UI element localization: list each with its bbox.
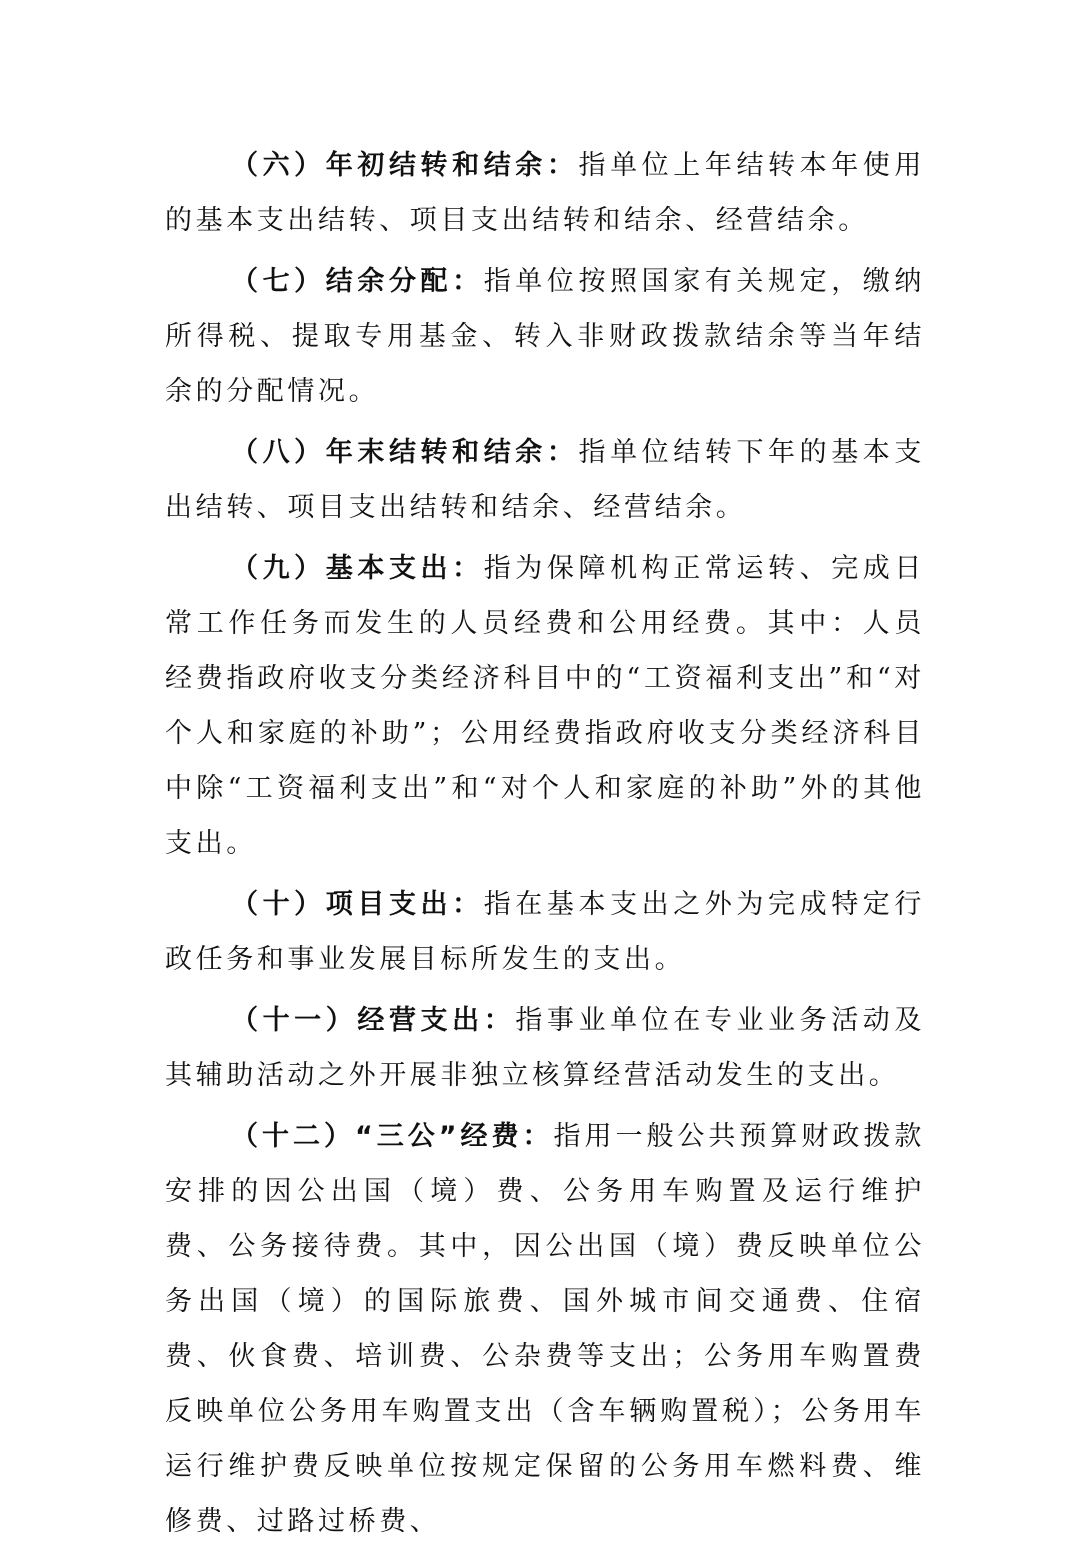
paragraph-10 [165, 877, 925, 987]
term-heading: （七）结余分配： [231, 266, 484, 297]
document-body [165, 138, 925, 1555]
term-definition: 指用一般公共预算财政拨款安排的因公出国（境）费、公务用车购置及运行维护费、公务接待费。其中，因公出国（境）费反映单位公务出国（境）的国际旅费、国外城市间交通费、住宿费、伙食费、培训费、公杂费等支出；公务用车购置费反映单位公务用车购置支出（含车辆购置税）；公务用车运行维护费反映单位按规定保留的公务用车燃料费、维修费、过路过桥费、 [165, 1121, 926, 1537]
term-heading: （六）年初结转和结余： [231, 150, 579, 181]
paragraph-12 [165, 1109, 925, 1549]
paragraph-9 [165, 541, 925, 871]
term-heading: （九）基本支出： [231, 553, 484, 584]
term-heading: （十一）经营支出： [231, 1005, 516, 1036]
paragraph-7 [165, 254, 925, 419]
term-definition: 指单位上年结转本年使用的基本支出结转、项目支出结转和结余、经营结余。 [165, 150, 925, 236]
paragraph-6 [165, 138, 925, 248]
term-definition: 指单位结转下年的基本支出结转、项目支出结转和结余、经营结余。 [165, 437, 925, 523]
term-heading: （八）年末结转和结余： [231, 437, 579, 468]
term-definition: 指在基本支出之外为完成特定行政任务和事业发展目标所发生的支出。 [165, 889, 925, 975]
term-definition: 指单位按照国家有关规定，缴纳所得税、提取专用基金、转入非财政拨款结余等当年结余的分配情况。 [165, 266, 925, 407]
paragraph-8 [165, 425, 925, 535]
term-heading: （十二）“三公”经费： [231, 1121, 554, 1152]
term-heading: （十）项目支出： [231, 889, 484, 920]
term-definition: 指为保障机构正常运转、完成日常工作任务而发生的人员经费和公用经费。其中：人员经费指政府收支分类经济科目中的“工资福利支出”和“对个人和家庭的补助”；公用经费指政府收支分类经济科目中除“工资福利支出”和“对个人和家庭的补助”外的其他支出。 [165, 553, 925, 859]
term-definition: 指事业单位在专业业务活动及其辅助活动之外开展非独立核算经营活动发生的支出。 [165, 1005, 925, 1091]
paragraph-11 [165, 993, 925, 1103]
